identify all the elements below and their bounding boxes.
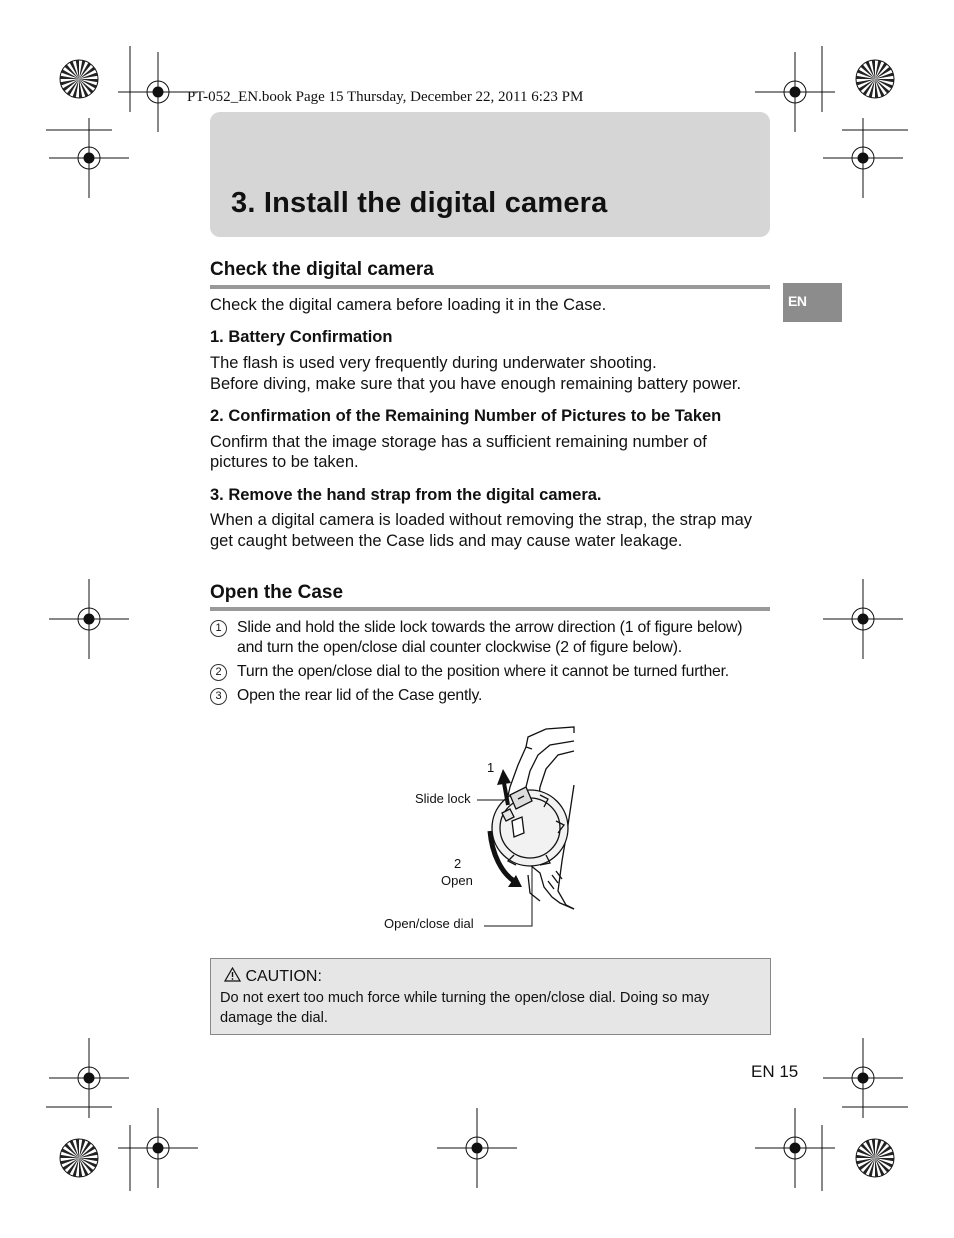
step-number: 1 (210, 620, 227, 637)
step-text-line: Turn the open/close dial to the position where it cannot be turned further. (237, 663, 729, 680)
item-body-battery-line-1: The flash is used very frequently during underwater shooting. (210, 354, 657, 372)
caution-line: Do not exert too much force while turning the open/close dial. Doing so may (220, 990, 710, 1006)
print-slug: PT-052_EN.book Page 15 Thursday, December 22, 2011 6:23 PM (187, 89, 584, 105)
section-rule (210, 607, 770, 611)
color-star-target (856, 1139, 894, 1177)
section-heading-open: Open the Case (210, 582, 344, 603)
section-rule (210, 285, 770, 289)
color-star-target (60, 1139, 98, 1177)
figure-label-1: 1 (487, 760, 495, 775)
step-text-line: and turn the open/close dial counter clockwise (2 of figure below). (237, 639, 682, 656)
step-number: 2 (210, 664, 227, 681)
item-body-pictures-line-2: pictures to be taken. (210, 453, 359, 471)
registration-mark (823, 1038, 903, 1118)
item-heading-strap: 3. Remove the hand strap from the digital camera. (210, 486, 602, 504)
warning-triangle-icon (224, 967, 241, 982)
caution-title: CAUTION: (245, 968, 322, 985)
section-intro: Check the digital camera before loading it in the Case. (210, 296, 607, 314)
step-2 (210, 662, 770, 682)
language-tab (783, 283, 842, 322)
color-star-target (856, 60, 894, 98)
figure-label-open: Open (441, 873, 473, 888)
item-body-strap-line-1: When a digital camera is loaded without removing the strap, the strap may (210, 511, 753, 529)
step-3 (210, 686, 770, 706)
color-star-target (60, 60, 98, 98)
section-heading-check: Check the digital camera (210, 259, 434, 280)
item-body-battery-line-2: Before diving, make sure that you have enough remaining battery power. (210, 375, 742, 393)
registration-mark (755, 1108, 835, 1188)
language-tab-label: EN (788, 293, 807, 309)
step-text-line: Open the rear lid of the Case gently. (237, 687, 483, 704)
item-heading-battery: 1. Battery Confirmation (210, 328, 393, 346)
caution-title-row (224, 967, 322, 986)
chapter-title: 3. Install the digital camera (231, 187, 608, 219)
registration-mark (49, 1038, 129, 1118)
item-body-strap-line-2: get caught between the Case lids and may cause water leakage. (210, 532, 683, 550)
caution-box (210, 958, 771, 1035)
item-body-pictures-line-1: Confirm that the image storage has a sufficient remaining number of (210, 433, 707, 451)
step-text-line: Slide and hold the slide lock towards the arrow direction (1 of figure below) (237, 619, 743, 636)
registration-mark (823, 579, 903, 659)
caution-line: damage the dial. (220, 1010, 328, 1026)
step-1 (210, 618, 770, 658)
registration-mark (437, 1108, 517, 1188)
registration-mark (49, 579, 129, 659)
figure-label-slide-lock: Slide lock (415, 791, 471, 806)
figure-label-dial: Open/close dial (384, 916, 474, 931)
item-heading-pictures: 2. Confirmation of the Remaining Number of Pictures to be Taken (210, 407, 722, 425)
case-figure (380, 725, 580, 935)
figure-label-2: 2 (454, 856, 462, 871)
caution-body (220, 988, 709, 1028)
step-number: 3 (210, 688, 227, 705)
page-number: EN 15 (751, 1062, 799, 1081)
